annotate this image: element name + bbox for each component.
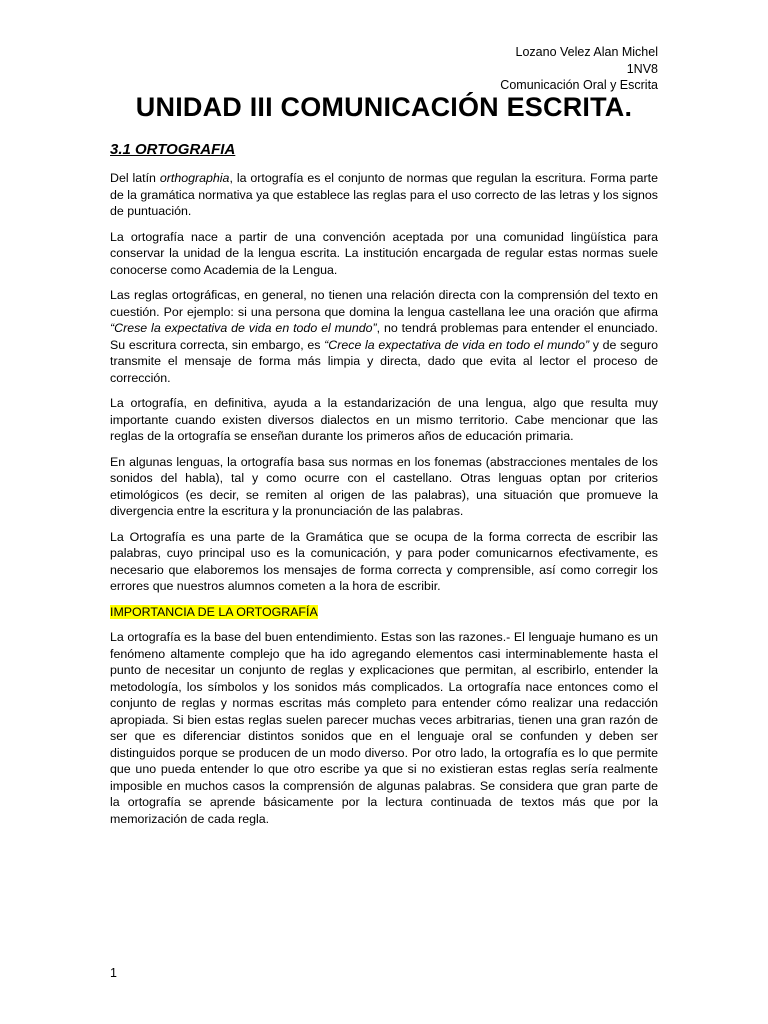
paragraph-1-text-c: , la ortografía es el conjunto de normas que regulan la escritura. Forma parte de la gramática normativa ya que establece las reglas para el uso correcto de las letras y los signos de puntuación. bbox=[110, 171, 658, 218]
paragraph-5: En algunas lenguas, la ortografía basa sus normas en los fonemas (abstracciones mentales de los sonidos del habla), tal y como ocurre con el castellano. Otras lenguas optan por criterios etimológicos (es decir, se remiten al origen de las palabras), una situación que promueve la divergencia entre la escritura y la pronunciación de las palabras. bbox=[110, 454, 658, 518]
paragraph-3 bbox=[110, 287, 658, 386]
paragraph-1-text-a: Del latín bbox=[110, 171, 160, 185]
highlighted-subheading: IMPORTANCIA DE LA ORTOGRAFÍA bbox=[110, 604, 318, 619]
paragraph-3-text-e: y de seguro transmite el mensaje de forma más limpia y directa, dado que evita al lector el proceso de corrección. bbox=[110, 337, 659, 385]
paragraph-2: La ortografía nace a partir de una convención aceptada por una comunidad lingüística para conservar la unidad de la lengua escrita. La institución encargada de regular estas normas suele conocerse como Academia de la Lengua. bbox=[110, 229, 658, 277]
correct-example-quote: “Crece la expectativa de vida en todo el mundo” bbox=[324, 337, 590, 352]
incorrect-example-quote: “Crese la expectativa de vida en todo el mundo” bbox=[110, 321, 377, 335]
author-name: Lozano Velez Alan Michel bbox=[515, 45, 658, 59]
paragraph-7: La ortografía es la base del buen entendimiento. Estas son las razones.- El lenguaje humano es un fenómeno altamente complejo que ha ido agregando elementos casi interminablemente hasta el punto de necesitar un conjunto de reglas y explicaciones que permitan, al escribirlo, entender la metodología, los símbolos y los sonidos más complicados. La ortografía nace entonces como el conjunto de reglas y normas escritas más completo para entender cómo realizar una redacción apropiada. Si bien estas reglas suelen parecer muchas veces arbitrarias, tienen una gran razón de ser que es diferenciar distintos sonidos que en el lenguaje oral se confunden y deben ser distinguidos porque se producen de un modo diverso. Por otro lado, la ortografía es lo que permite que uno pueda entender lo que otro escribe ya que si no existieran estas reglas sería realmente imposible en muchos casos la comprensión de algunas palabras. Se considera que gran parte de la ortografía se aprende básicamente por la lectura continuada de textos más que por la memorización de cada regla. bbox=[110, 630, 658, 826]
page-number: 1 bbox=[110, 966, 117, 980]
section-heading: 3.1 ORTOGRAFIA bbox=[110, 141, 236, 158]
document-title: UNIDAD III COMUNICACIÓN ESCRITA. bbox=[135, 92, 633, 122]
paragraph-6: La Ortografía es una parte de la Gramática que se ocupa de la forma correcta de escribir las palabras, cuyo principal uso es la comunicación, y para poder comunicarnos efectivamente, es necesario que elaboremos los mensajes de forma correcta y comprensible, así como corregir los errores que nuestros alumnos cometen a la hora de escribir. bbox=[110, 529, 658, 593]
paragraph-3-text-c: , no tendrá problemas para entender el enunciado. Su escritura correcta, sin embargo, es bbox=[110, 321, 658, 352]
document-body bbox=[110, 170, 658, 836]
latin-term: orthographia bbox=[159, 171, 230, 185]
paragraph-4: La ortografía, en definitiva, ayuda a la estandarización de una lengua, algo que resulta muy importante cuando existen diversos dialectos en un mismo territorio. Cabe mencionar que las reglas de la ortografía se enseñan durante los primeros años de educación primaria. bbox=[110, 396, 658, 443]
paragraph-3-text-a: Las reglas ortográficas, en general, no tienen una relación directa con la comprensión del texto en cuestión. Por ejemplo: si una persona que domina la lengua castellana lee una oración que afirma bbox=[110, 288, 658, 319]
document-header bbox=[500, 44, 658, 94]
course-name: Comunicación Oral y Escrita bbox=[500, 78, 658, 92]
subheading-wrapper bbox=[110, 604, 658, 621]
paragraph-1 bbox=[110, 170, 658, 220]
group-code: 1NV8 bbox=[626, 61, 658, 76]
